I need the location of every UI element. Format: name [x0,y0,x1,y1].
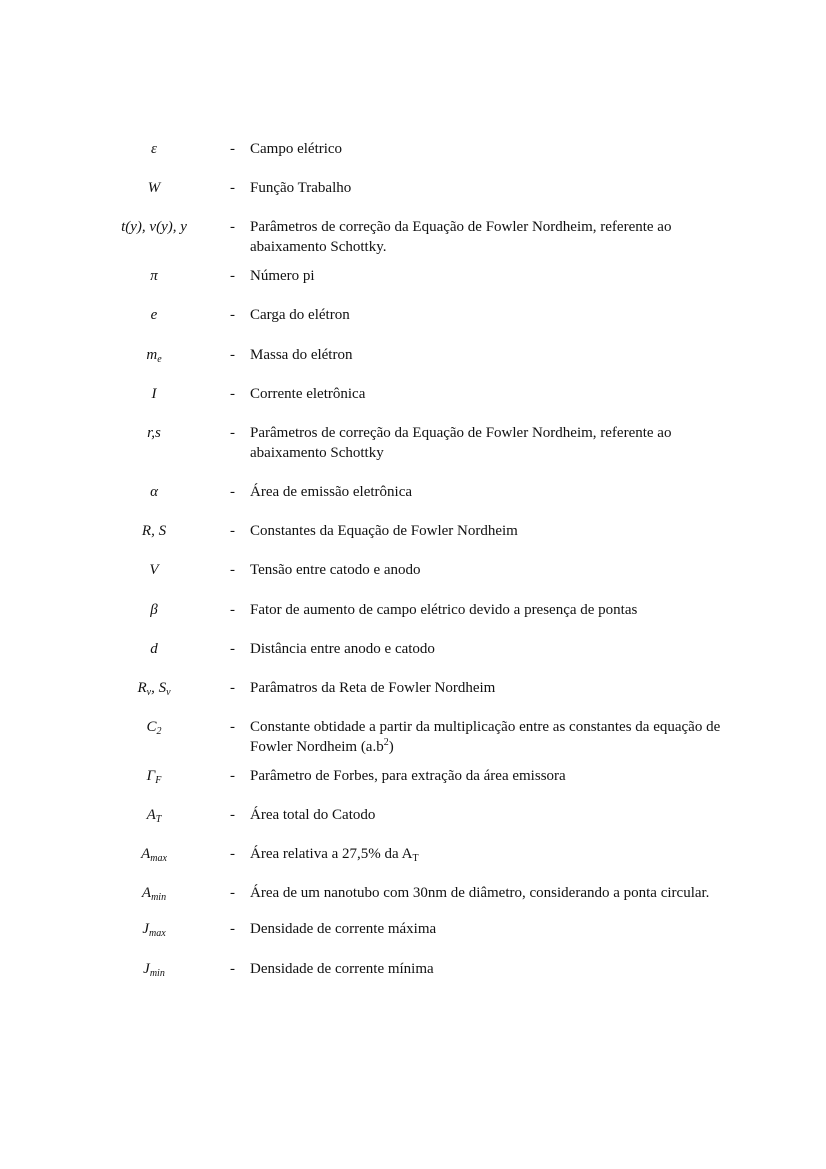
separator-dash: - [230,807,235,823]
separator-dash: - [230,219,235,235]
symbol-subscript: e [157,354,162,365]
symbol-description: Parâmetros de correção da Equação de Fowler Nordheim, referente ao abaixamento Schottky. [250,219,672,255]
symbol-row [0,139,826,159]
symbol-row [0,305,826,325]
symbol-base: J [143,961,150,977]
symbol [77,919,231,939]
symbol-row [0,717,826,757]
symbol-description [250,844,730,864]
separator-dash: - [230,602,235,618]
symbol-base: C [146,719,157,735]
separator-dash: - [230,141,235,157]
symbol: V [149,562,159,578]
separator-dash: - [230,523,235,539]
symbol-row [0,266,826,286]
symbol [77,345,231,365]
separator-dash: - [230,386,235,402]
symbol-base: R [137,680,147,696]
symbol-row [0,521,826,541]
symbol-base: A [141,846,151,862]
symbol-row [0,482,826,502]
separator-dash: - [230,885,235,901]
symbol-description: Massa do elétron [250,347,353,363]
separator-dash: - [230,268,235,284]
separator-dash: - [230,425,235,441]
symbol-subscript: max [150,853,167,864]
symbol-description: Área de um nanotubo com 30nm de diâmetro, considerando a ponta circular. [250,885,710,901]
symbol-base: S [158,680,167,696]
symbol: t(y), v(y), y [121,219,187,235]
symbol-subscript: T [155,814,162,825]
symbol-base: J [142,921,149,937]
symbol-description: Parâmetros de correção da Equação de Fowler Nordheim, referente ao abaixamento Schottky [250,425,672,461]
symbol-subscript: F [155,775,162,786]
symbol-description: Densidade de corrente mínima [250,961,434,977]
symbol-description [250,717,730,757]
symbol-description: Distância entre anodo e catodo [250,641,435,657]
symbol-base: A [146,807,156,823]
symbol-row [0,560,826,580]
symbol-description: Parâmetro de Forbes, para extração da área emissora [250,768,566,784]
symbol-row [0,678,826,698]
symbol: I [151,386,157,402]
symbol-description: Área de emissão eletrônica [250,484,413,500]
symbol-row [0,178,826,198]
separator-dash: - [230,562,235,578]
symbol: d [150,641,158,657]
symbol-row [0,345,826,365]
description-text-end: ) [388,739,394,755]
symbol-description: Tensão entre catodo e anodo [250,562,421,578]
symbol-subscript: 2 [156,726,162,737]
symbol-description: Área total do Catodo [250,807,376,823]
symbol [77,766,231,786]
symbol-base: Γ [146,768,156,784]
symbol-row [0,883,826,903]
symbol-row [0,639,826,659]
symbol [77,883,231,903]
symbol-description: Campo elétrico [250,141,343,157]
symbol-description: Função Trabalho [250,180,352,196]
symbol-row [0,959,826,979]
symbol-subscript: min [151,892,167,903]
separator-dash: - [230,484,235,500]
symbol-row [0,384,826,404]
symbol-subscript: v [166,687,171,698]
symbol-description: Fator de aumento de campo elétrico devido a presença de pontas [250,602,638,618]
symbol-list [0,139,826,979]
symbol [77,805,231,825]
symbol-subscript: min [149,968,165,979]
symbol: e [150,307,158,323]
symbol-separator: , [151,680,159,696]
description-superscript: 2 [383,737,389,748]
separator-dash: - [230,719,235,735]
symbol: π [150,268,158,284]
symbol-description: Densidade de corrente máxima [250,921,437,937]
symbol-description: Corrente eletrônica [250,386,366,402]
symbol: ε [151,141,157,157]
symbol: r,s [147,425,161,441]
symbol-row [0,217,826,257]
separator-dash: - [230,347,235,363]
separator-dash: - [230,641,235,657]
separator-dash: - [230,961,235,977]
symbol-row [0,423,826,463]
description-subscript: T [412,853,419,864]
separator-dash: - [230,180,235,196]
symbol-base: m [146,347,158,363]
symbol-description: Carga do elétron [250,307,350,323]
symbol: R, S [141,523,167,539]
symbol-subscript: v [146,687,152,698]
description-text: Constante obtidade a partir da multiplicação entre as constantes da equação de Fowler Nordheim (a.b [250,719,721,755]
symbol-row [0,919,826,939]
symbol-base: A [141,885,152,901]
symbol-row [0,844,826,864]
symbol-description: Parâmatros da Reta de Fowler Nordheim [250,680,496,696]
symbol [77,717,231,737]
symbol-description: Número pi [250,268,315,284]
description-text: Área relativa a 27,5% da A [250,846,413,862]
symbol [77,844,231,864]
symbol-subscript: max [149,928,166,939]
symbol: α [150,484,158,500]
symbol-row [0,805,826,825]
symbol-description: Constantes da Equação de Fowler Nordheim [250,523,518,539]
symbol [77,678,231,698]
symbol-row [0,766,826,786]
separator-dash: - [230,307,235,323]
separator-dash: - [230,680,235,696]
symbol [77,959,231,979]
separator-dash: - [230,846,235,862]
symbol: W [147,180,161,196]
separator-dash: - [230,768,235,784]
symbol-row [0,600,826,620]
symbol: β [150,602,158,618]
separator-dash: - [230,921,235,937]
